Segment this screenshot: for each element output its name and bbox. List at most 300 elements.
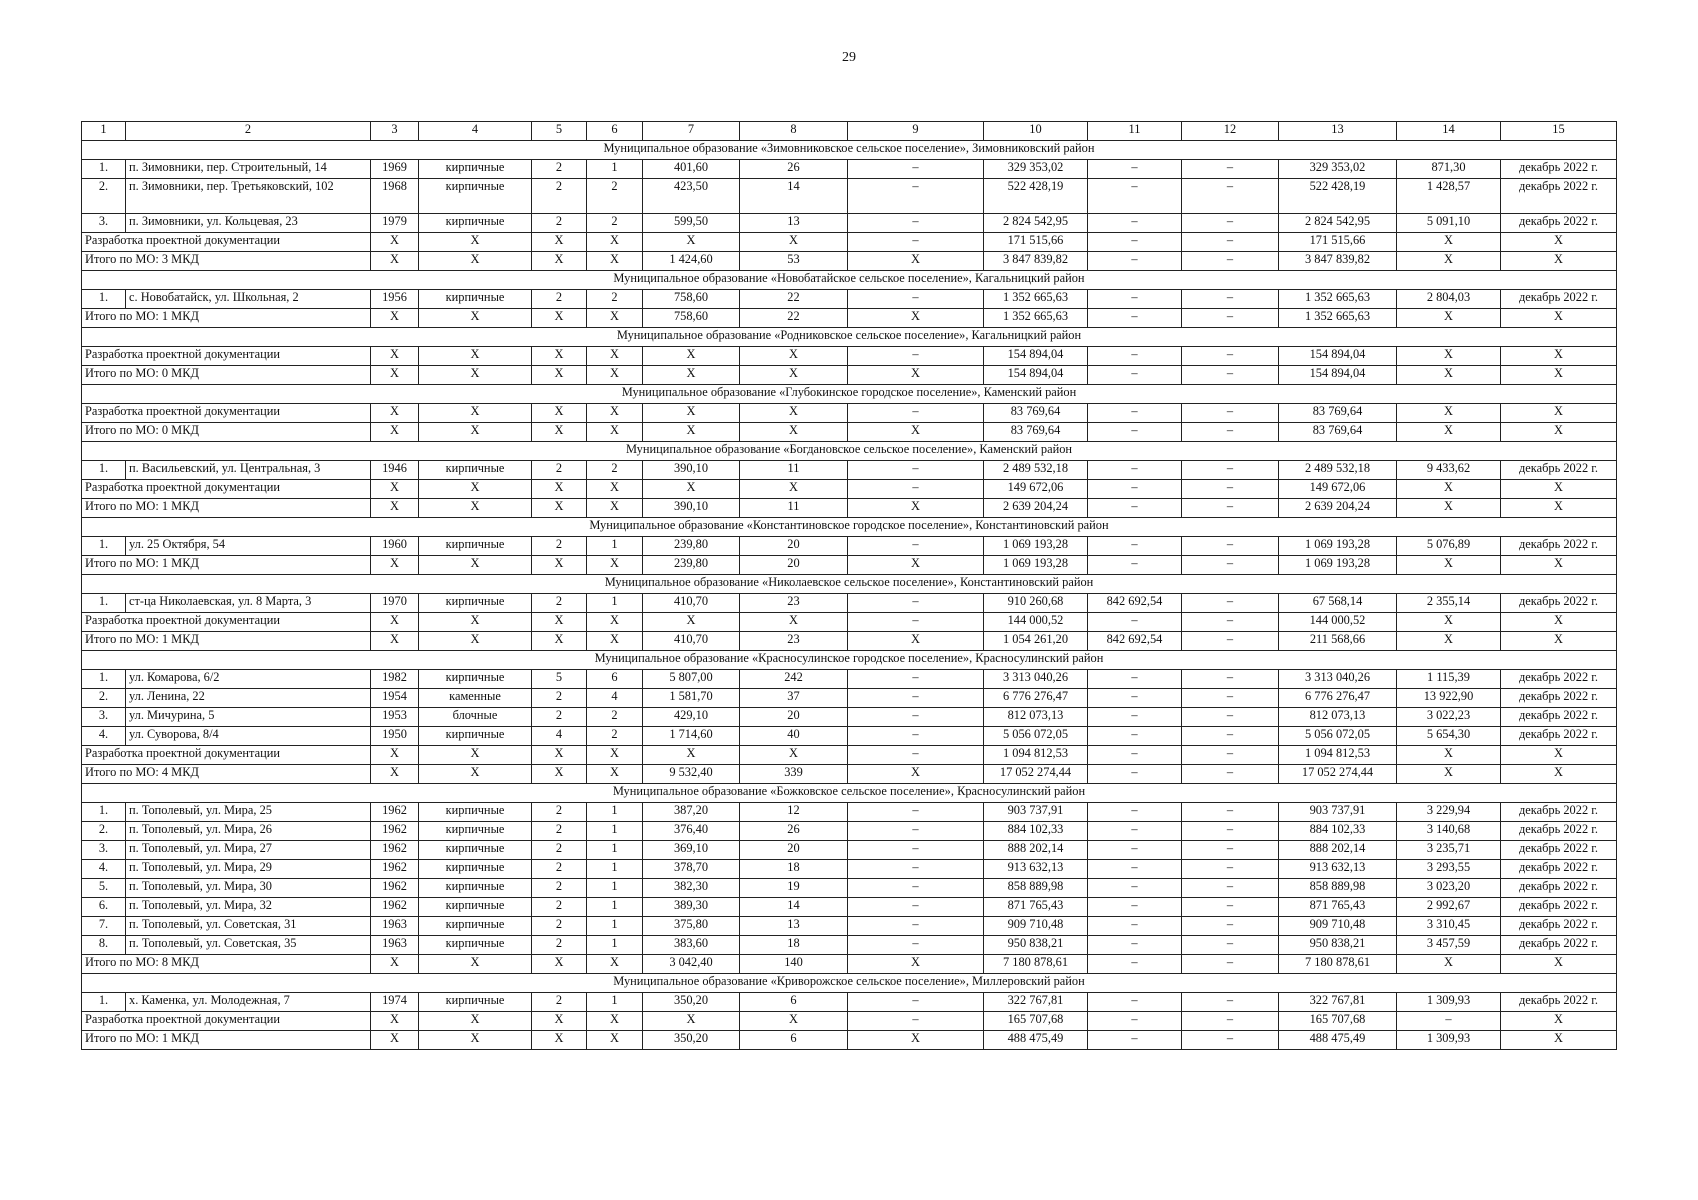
cell-col-3: Х <box>371 1031 419 1050</box>
cell-col-11: – <box>1088 898 1182 917</box>
cell-col-12: – <box>1182 765 1279 784</box>
cell-col-8: Х <box>740 423 848 442</box>
cell-col-12: – <box>1182 860 1279 879</box>
row-number: 2. <box>82 179 126 214</box>
cell-col-5: 2 <box>532 179 587 214</box>
cell-col-10: 165 707,68 <box>984 1012 1088 1031</box>
cell-col-11: – <box>1088 689 1182 708</box>
cell-col-8: 26 <box>740 822 848 841</box>
cell-col-15: декабрь 2022 г. <box>1501 803 1617 822</box>
cell-col-13: 329 353,02 <box>1279 160 1397 179</box>
cell-col-11: – <box>1088 841 1182 860</box>
cell-col-12: – <box>1182 993 1279 1012</box>
cell-col-14: Х <box>1397 423 1501 442</box>
cell-col-8: 11 <box>740 461 848 480</box>
cell-col-11: – <box>1088 556 1182 575</box>
cell-col-8: 6 <box>740 1031 848 1050</box>
cell-col-15: декабрь 2022 г. <box>1501 860 1617 879</box>
cell-col-15: Х <box>1501 347 1617 366</box>
cell-col-9: – <box>848 613 984 632</box>
cell-col-4: кирпичные <box>419 594 532 613</box>
summary-row <box>82 632 1617 651</box>
cell-col-6: 1 <box>587 160 643 179</box>
cell-col-11: 842 692,54 <box>1088 632 1182 651</box>
cell-col-5: 2 <box>532 461 587 480</box>
cell-col-3: Х <box>371 632 419 651</box>
cell-col-6: Х <box>587 233 643 252</box>
cell-col-13: 950 838,21 <box>1279 936 1397 955</box>
cell-col-15: декабрь 2022 г. <box>1501 537 1617 556</box>
section-heading: Муниципальное образование «Родниковское сельское поселение», Кагальницкий район <box>82 328 1617 347</box>
cell-col-7: 1 714,60 <box>643 727 740 746</box>
cell-col-10: 171 515,66 <box>984 233 1088 252</box>
cell-col-4: Х <box>419 499 532 518</box>
cell-col-10: 812 073,13 <box>984 708 1088 727</box>
cell-col-9: – <box>848 898 984 917</box>
cell-col-14: Х <box>1397 499 1501 518</box>
cell-col-3: 1962 <box>371 822 419 841</box>
cell-col-3: 1963 <box>371 936 419 955</box>
cell-col-10: 1 069 193,28 <box>984 537 1088 556</box>
cell-col-15: Х <box>1501 480 1617 499</box>
cell-col-15: декабрь 2022 г. <box>1501 461 1617 480</box>
building-address: с. Новобатайск, ул. Школьная, 2 <box>126 290 371 309</box>
cell-col-12: – <box>1182 689 1279 708</box>
cell-col-6: Х <box>587 1031 643 1050</box>
cell-col-10: 858 889,98 <box>984 879 1088 898</box>
cell-col-12: – <box>1182 309 1279 328</box>
summary-row <box>82 309 1617 328</box>
cell-col-14: 3 293,55 <box>1397 860 1501 879</box>
summary-label: Разработка проектной документации <box>82 1012 371 1031</box>
cell-col-6: 1 <box>587 898 643 917</box>
cell-col-8: 18 <box>740 860 848 879</box>
cell-col-3: Х <box>371 746 419 765</box>
cell-col-14: Х <box>1397 556 1501 575</box>
row-number: 6. <box>82 898 126 917</box>
cell-col-8: Х <box>740 233 848 252</box>
cell-col-5: 2 <box>532 708 587 727</box>
cell-col-4: кирпичные <box>419 822 532 841</box>
cell-col-4: Х <box>419 1012 532 1031</box>
cell-col-11: – <box>1088 708 1182 727</box>
cell-col-14: 2 804,03 <box>1397 290 1501 309</box>
summary-label: Разработка проектной документации <box>82 404 371 423</box>
cell-col-13: 144 000,52 <box>1279 613 1397 632</box>
cell-col-9: Х <box>848 366 984 385</box>
cell-col-8: 22 <box>740 309 848 328</box>
cell-col-7: Х <box>643 423 740 442</box>
cell-col-11: – <box>1088 860 1182 879</box>
cell-col-7: 350,20 <box>643 993 740 1012</box>
cell-col-3: Х <box>371 423 419 442</box>
cell-col-11: – <box>1088 727 1182 746</box>
cell-col-5: 2 <box>532 290 587 309</box>
cell-col-6: 1 <box>587 879 643 898</box>
cell-col-6: 1 <box>587 537 643 556</box>
cell-col-5: 2 <box>532 898 587 917</box>
summary-label: Итого по МО: 8 МКД <box>82 955 371 974</box>
cell-col-10: 83 769,64 <box>984 423 1088 442</box>
cell-col-11: – <box>1088 993 1182 1012</box>
cell-col-12: – <box>1182 537 1279 556</box>
cell-col-4: Х <box>419 746 532 765</box>
column-number-cell: 2 <box>126 122 371 141</box>
summary-row <box>82 233 1617 252</box>
cell-col-8: 37 <box>740 689 848 708</box>
cell-col-14: 871,30 <box>1397 160 1501 179</box>
cell-col-12: – <box>1182 1012 1279 1031</box>
cell-col-12: – <box>1182 879 1279 898</box>
building-address: п. Зимовники, пер. Третьяковский, 102 <box>126 179 371 214</box>
cell-col-11: – <box>1088 537 1182 556</box>
building-address: х. Каменка, ул. Молодежная, 7 <box>126 993 371 1012</box>
building-address: ул. Ленина, 22 <box>126 689 371 708</box>
section-heading: Муниципальное образование «Богдановское сельское поселение», Каменский район <box>82 442 1617 461</box>
cell-col-9: Х <box>848 309 984 328</box>
cell-col-12: – <box>1182 822 1279 841</box>
cell-col-10: 3 847 839,82 <box>984 252 1088 271</box>
cell-col-9: – <box>848 879 984 898</box>
cell-col-5: Х <box>532 347 587 366</box>
cell-col-13: 909 710,48 <box>1279 917 1397 936</box>
cell-col-10: 910 260,68 <box>984 594 1088 613</box>
cell-col-14: Х <box>1397 347 1501 366</box>
cell-col-11: – <box>1088 746 1182 765</box>
cell-col-4: кирпичные <box>419 727 532 746</box>
summary-row <box>82 746 1617 765</box>
cell-col-13: 154 894,04 <box>1279 347 1397 366</box>
cell-col-8: 40 <box>740 727 848 746</box>
cell-col-8: 23 <box>740 632 848 651</box>
cell-col-7: 382,30 <box>643 879 740 898</box>
cell-col-3: 1962 <box>371 860 419 879</box>
cell-col-11: – <box>1088 233 1182 252</box>
cell-col-14: Х <box>1397 746 1501 765</box>
cell-col-15: Х <box>1501 404 1617 423</box>
cell-col-15: декабрь 2022 г. <box>1501 879 1617 898</box>
cell-col-6: Х <box>587 366 643 385</box>
cell-col-13: 1 352 665,63 <box>1279 309 1397 328</box>
cell-col-13: 83 769,64 <box>1279 404 1397 423</box>
cell-col-7: Х <box>643 404 740 423</box>
cell-col-10: 154 894,04 <box>984 347 1088 366</box>
cell-col-12: – <box>1182 898 1279 917</box>
cell-col-14: 1 428,57 <box>1397 179 1501 214</box>
cell-col-7: 390,10 <box>643 499 740 518</box>
building-row <box>82 822 1617 841</box>
row-number: 1. <box>82 594 126 613</box>
column-number-cell: 6 <box>587 122 643 141</box>
row-number: 1. <box>82 670 126 689</box>
building-row <box>82 179 1617 214</box>
row-number: 4. <box>82 727 126 746</box>
cell-col-14: Х <box>1397 480 1501 499</box>
column-number-cell: 14 <box>1397 122 1501 141</box>
cell-col-5: 2 <box>532 822 587 841</box>
cell-col-10: 488 475,49 <box>984 1031 1088 1050</box>
cell-col-7: 1 581,70 <box>643 689 740 708</box>
row-number: 5. <box>82 879 126 898</box>
summary-row <box>82 556 1617 575</box>
summary-label: Итого по МО: 1 МКД <box>82 556 371 575</box>
column-number-cell: 3 <box>371 122 419 141</box>
summary-label: Разработка проектной документации <box>82 233 371 252</box>
building-row <box>82 879 1617 898</box>
cell-col-15: Х <box>1501 233 1617 252</box>
building-row <box>82 841 1617 860</box>
cell-col-3: 1946 <box>371 461 419 480</box>
cell-col-11: – <box>1088 670 1182 689</box>
cell-col-5: 2 <box>532 917 587 936</box>
cell-col-5: Х <box>532 765 587 784</box>
building-address: ул. Комарова, 6/2 <box>126 670 371 689</box>
cell-col-14: 3 022,23 <box>1397 708 1501 727</box>
cell-col-6: 1 <box>587 594 643 613</box>
cell-col-14: 2 355,14 <box>1397 594 1501 613</box>
cell-col-14: 3 023,20 <box>1397 879 1501 898</box>
cell-col-15: Х <box>1501 252 1617 271</box>
cell-col-13: 3 313 040,26 <box>1279 670 1397 689</box>
cell-col-12: – <box>1182 233 1279 252</box>
cell-col-5: Х <box>532 480 587 499</box>
cell-col-5: 2 <box>532 993 587 1012</box>
cell-col-7: 239,80 <box>643 556 740 575</box>
cell-col-11: – <box>1088 822 1182 841</box>
cell-col-7: Х <box>643 233 740 252</box>
column-number-cell: 10 <box>984 122 1088 141</box>
cell-col-4: Х <box>419 309 532 328</box>
cell-col-7: 350,20 <box>643 1031 740 1050</box>
cell-col-7: 378,70 <box>643 860 740 879</box>
cell-col-12: – <box>1182 366 1279 385</box>
cell-col-15: декабрь 2022 г. <box>1501 708 1617 727</box>
summary-row <box>82 404 1617 423</box>
cell-col-8: 53 <box>740 252 848 271</box>
cell-col-11: – <box>1088 765 1182 784</box>
cell-col-14: – <box>1397 1012 1501 1031</box>
cell-col-11: – <box>1088 423 1182 442</box>
building-address: п. Тополевый, ул. Мира, 25 <box>126 803 371 822</box>
cell-col-7: 3 042,40 <box>643 955 740 974</box>
cell-col-3: 1954 <box>371 689 419 708</box>
cell-col-3: 1982 <box>371 670 419 689</box>
cell-col-5: Х <box>532 955 587 974</box>
building-row <box>82 537 1617 556</box>
section-heading: Муниципальное образование «Криворожское сельское поселение», Миллеровский район <box>82 974 1617 993</box>
summary-row <box>82 366 1617 385</box>
cell-col-9: – <box>848 860 984 879</box>
cell-col-4: Х <box>419 233 532 252</box>
cell-col-4: каменные <box>419 689 532 708</box>
cell-col-12: – <box>1182 917 1279 936</box>
cell-col-6: Х <box>587 499 643 518</box>
cell-col-3: Х <box>371 955 419 974</box>
section-heading-row <box>82 784 1617 803</box>
column-number-cell: 8 <box>740 122 848 141</box>
cell-col-5: Х <box>532 746 587 765</box>
building-row <box>82 936 1617 955</box>
building-address: ул. Мичурина, 5 <box>126 708 371 727</box>
summary-label: Итого по МО: 1 МКД <box>82 499 371 518</box>
cell-col-5: 2 <box>532 860 587 879</box>
cell-col-6: 1 <box>587 803 643 822</box>
cell-col-14: 9 433,62 <box>1397 461 1501 480</box>
cell-col-9: – <box>848 936 984 955</box>
summary-row <box>82 423 1617 442</box>
cell-col-5: Х <box>532 309 587 328</box>
summary-row <box>82 1031 1617 1050</box>
cell-col-5: 2 <box>532 879 587 898</box>
cell-col-9: – <box>848 179 984 214</box>
cell-col-8: Х <box>740 347 848 366</box>
cell-col-5: 5 <box>532 670 587 689</box>
cell-col-4: кирпичные <box>419 879 532 898</box>
cell-col-15: декабрь 2022 г. <box>1501 160 1617 179</box>
cell-col-8: 242 <box>740 670 848 689</box>
cell-col-7: 758,60 <box>643 290 740 309</box>
cell-col-12: – <box>1182 252 1279 271</box>
summary-label: Итого по МО: 3 МКД <box>82 252 371 271</box>
cell-col-12: – <box>1182 803 1279 822</box>
building-row <box>82 898 1617 917</box>
cell-col-14: 13 922,90 <box>1397 689 1501 708</box>
cell-col-6: 1 <box>587 993 643 1012</box>
summary-label: Итого по МО: 1 МКД <box>82 309 371 328</box>
summary-label: Итого по МО: 1 МКД <box>82 632 371 651</box>
cell-col-13: 5 056 072,05 <box>1279 727 1397 746</box>
cell-col-5: Х <box>532 233 587 252</box>
cell-col-14: Х <box>1397 613 1501 632</box>
cell-col-9: – <box>848 841 984 860</box>
cell-col-8: 19 <box>740 879 848 898</box>
cell-col-10: 329 353,02 <box>984 160 1088 179</box>
cell-col-10: 2 639 204,24 <box>984 499 1088 518</box>
cell-col-3: Х <box>371 765 419 784</box>
cell-col-7: 389,30 <box>643 898 740 917</box>
cell-col-11: – <box>1088 613 1182 632</box>
cell-col-5: 4 <box>532 727 587 746</box>
cell-col-9: – <box>848 404 984 423</box>
summary-label: Итого по МО: 4 МКД <box>82 765 371 784</box>
cell-col-3: 1979 <box>371 214 419 233</box>
cell-col-13: 165 707,68 <box>1279 1012 1397 1031</box>
cell-col-9: – <box>848 214 984 233</box>
cell-col-9: – <box>848 803 984 822</box>
row-number: 2. <box>82 689 126 708</box>
cell-col-6: 2 <box>587 461 643 480</box>
cell-col-12: – <box>1182 461 1279 480</box>
cell-col-9: – <box>848 670 984 689</box>
cell-col-6: Х <box>587 955 643 974</box>
cell-col-6: 2 <box>587 708 643 727</box>
cell-col-4: Х <box>419 347 532 366</box>
cell-col-4: Х <box>419 955 532 974</box>
cell-col-9: Х <box>848 632 984 651</box>
cell-col-12: – <box>1182 290 1279 309</box>
cell-col-4: кирпичные <box>419 537 532 556</box>
cell-col-14: Х <box>1397 955 1501 974</box>
cell-col-7: 429,10 <box>643 708 740 727</box>
cell-col-3: Х <box>371 480 419 499</box>
column-number-cell: 12 <box>1182 122 1279 141</box>
section-heading: Муниципальное образование «Константиновское городское поселение», Константиновский район <box>82 518 1617 537</box>
cell-col-10: 522 428,19 <box>984 179 1088 214</box>
cell-col-3: 1956 <box>371 290 419 309</box>
cell-col-5: Х <box>532 423 587 442</box>
cell-col-6: 1 <box>587 936 643 955</box>
cell-col-13: 7 180 878,61 <box>1279 955 1397 974</box>
cell-col-8: Х <box>740 366 848 385</box>
row-number: 4. <box>82 860 126 879</box>
section-heading-row <box>82 328 1617 347</box>
cell-col-11: – <box>1088 214 1182 233</box>
cell-col-11: – <box>1088 803 1182 822</box>
cell-col-5: 2 <box>532 936 587 955</box>
cell-col-14: Х <box>1397 252 1501 271</box>
cell-col-14: 5 654,30 <box>1397 727 1501 746</box>
cell-col-12: – <box>1182 347 1279 366</box>
cell-col-13: 149 672,06 <box>1279 480 1397 499</box>
building-row <box>82 803 1617 822</box>
cell-col-7: Х <box>643 347 740 366</box>
cell-col-15: Х <box>1501 423 1617 442</box>
cell-col-9: – <box>848 594 984 613</box>
cell-col-12: – <box>1182 841 1279 860</box>
cell-col-11: – <box>1088 936 1182 955</box>
cell-col-5: 2 <box>532 594 587 613</box>
summary-row <box>82 499 1617 518</box>
cell-col-13: 2 489 532,18 <box>1279 461 1397 480</box>
cell-col-13: 488 475,49 <box>1279 1031 1397 1050</box>
cell-col-5: Х <box>532 404 587 423</box>
cell-col-6: 2 <box>587 179 643 214</box>
cell-col-13: 2 639 204,24 <box>1279 499 1397 518</box>
row-number: 3. <box>82 841 126 860</box>
cell-col-9: – <box>848 233 984 252</box>
cell-col-13: 211 568,66 <box>1279 632 1397 651</box>
cell-col-7: 239,80 <box>643 537 740 556</box>
cell-col-5: 2 <box>532 214 587 233</box>
cell-col-4: кирпичные <box>419 841 532 860</box>
cell-col-7: 599,50 <box>643 214 740 233</box>
cell-col-12: – <box>1182 499 1279 518</box>
cell-col-15: Х <box>1501 309 1617 328</box>
cell-col-6: 1 <box>587 860 643 879</box>
section-heading-row <box>82 442 1617 461</box>
cell-col-14: Х <box>1397 233 1501 252</box>
building-row <box>82 689 1617 708</box>
cell-col-14: Х <box>1397 404 1501 423</box>
cell-col-12: – <box>1182 594 1279 613</box>
cell-col-8: 13 <box>740 917 848 936</box>
cell-col-7: 383,60 <box>643 936 740 955</box>
cell-col-10: 144 000,52 <box>984 613 1088 632</box>
cell-col-13: 871 765,43 <box>1279 898 1397 917</box>
building-address: п. Тополевый, ул. Мира, 26 <box>126 822 371 841</box>
section-heading-row <box>82 575 1617 594</box>
cell-col-4: Х <box>419 366 532 385</box>
cell-col-8: 13 <box>740 214 848 233</box>
cell-col-9: – <box>848 822 984 841</box>
cell-col-6: 6 <box>587 670 643 689</box>
section-heading-row <box>82 518 1617 537</box>
cell-col-3: Х <box>371 309 419 328</box>
cell-col-8: 140 <box>740 955 848 974</box>
cell-col-11: – <box>1088 179 1182 214</box>
cell-col-6: Х <box>587 556 643 575</box>
section-heading-row <box>82 385 1617 404</box>
